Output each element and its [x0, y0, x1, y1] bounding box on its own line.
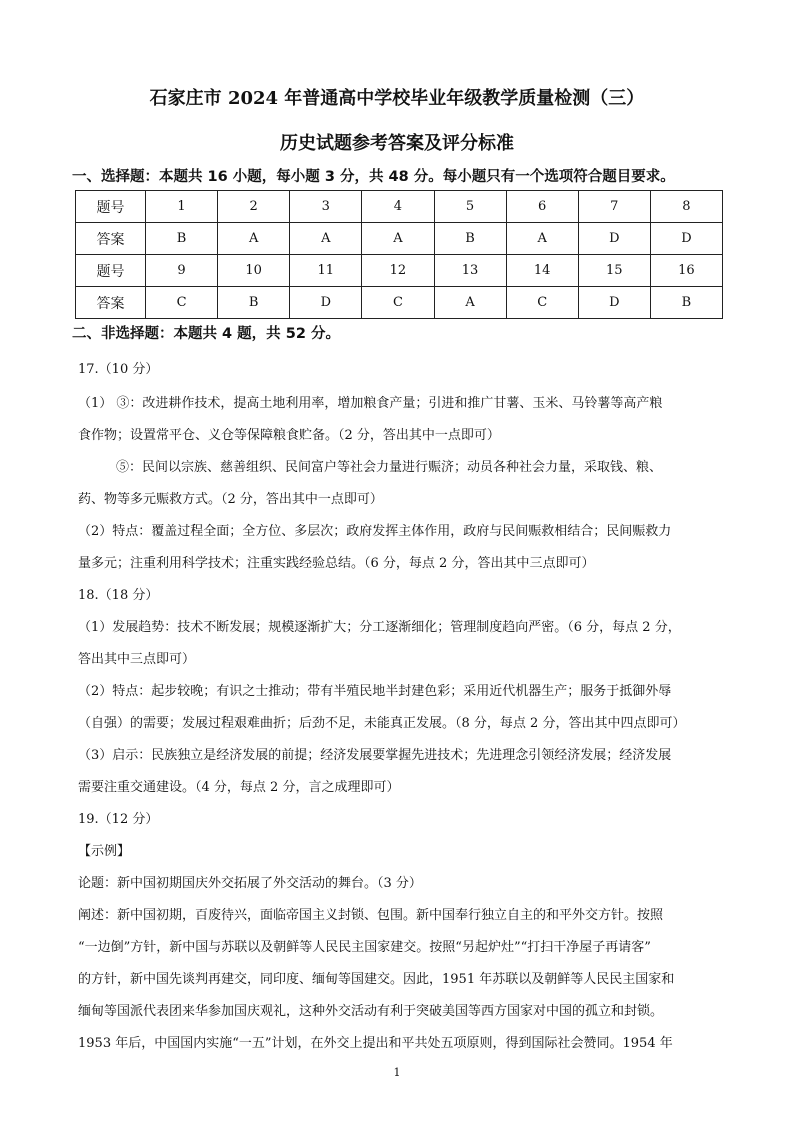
section-heading-choice: 一、选择题：本题共 16 小题，每小题 3 分，共 48 分。每小题只有一个选项符合题目要求。: [72, 169, 675, 185]
page-number: 1: [393, 1066, 401, 1079]
row-label: 答案: [76, 287, 146, 319]
answer-line: 1953 年后，中国国内实施“一五”计划，在外交上提出和平共处五项原则，得到国际社会赞同。1954 年: [78, 1036, 673, 1051]
row-label: 答案: [76, 223, 146, 255]
question-heading: 18.（18 分）: [78, 588, 159, 603]
page-subtitle: 历史试题参考答案及评分标准: [280, 133, 514, 154]
answer-table: [75, 190, 723, 319]
question-heading: 19.（12 分）: [78, 812, 159, 827]
answer-cell: B: [146, 223, 218, 255]
answer-cell: C: [362, 287, 434, 319]
answer-line: ⑤：民间以宗族、慈善组织、民间富户等社会力量进行赈济；动员各种社会力量，采取钱、粮、: [116, 460, 663, 475]
question-number: 7: [578, 191, 650, 223]
table-row-numbers: [76, 191, 723, 223]
answer-line: 需要注重交通建设。（4 分，每点 2 分，言之成理即可）: [78, 780, 400, 795]
answer-line: 答出其中三点即可）: [78, 652, 196, 667]
question-number: 13: [434, 255, 506, 287]
answer-line: 药、物等多元赈救方式。（2 分，答出其中一点即可）: [78, 492, 383, 507]
question-number: 15: [578, 255, 650, 287]
question-number: 3: [290, 191, 362, 223]
question-number: 1: [146, 191, 218, 223]
question-number: 10: [218, 255, 290, 287]
table-row-answers: [76, 287, 723, 319]
answer-cell: A: [506, 223, 578, 255]
table-row-numbers: [76, 255, 723, 287]
answer-line: （自强）的需要；发展过程艰难曲折；后劲不足，未能真正发展。（8 分，每点 2 分，答出其中四点即可）: [78, 716, 686, 731]
question-number: 4: [362, 191, 434, 223]
answer-cell: C: [506, 287, 578, 319]
answer-line: （1）发展趋势：技术不断发展；规模逐渐扩大；分工逐渐细化；管理制度趋向严密。（6 分，每点 2 分，: [78, 620, 681, 635]
section-heading-nonchoice: 二、非选择题：本题共 4 题，共 52 分。: [72, 326, 340, 342]
answer-cell: A: [218, 223, 290, 255]
answer-line: 量多元；注重利用科学技术；注重实践经验总结。（6 分，每点 2 分，答出其中三点即可）: [78, 556, 595, 571]
answer-cell: A: [290, 223, 362, 255]
example-label: 【示例】: [78, 844, 131, 859]
question-number: 12: [362, 255, 434, 287]
answer-cell: D: [578, 287, 650, 319]
question-number: 16: [650, 255, 722, 287]
question-number: 2: [218, 191, 290, 223]
page-title: 石家庄市 2024 年普通高中学校毕业年级教学质量检测（三）: [149, 88, 645, 109]
answer-line: “一边倒”方针，新中国与苏联以及朝鲜等人民民主国家建交。按照“另起炉灶”“打扫干净屋子再请客”: [78, 940, 651, 955]
answer-line: （2）特点：覆盖过程全面；全方位、多层次；政府发挥主体作用，政府与民间赈救相结合；民间赈救力: [78, 524, 672, 539]
answer-line: 缅甸等国派代表团来华参加国庆观礼，这种外交活动有利于突破美国等西方国家对中国的孤立和封锁。: [78, 1004, 664, 1019]
answer-cell: D: [578, 223, 650, 255]
answer-cell: B: [650, 287, 722, 319]
question-number: 5: [434, 191, 506, 223]
question-number: 6: [506, 191, 578, 223]
table-row-answers: [76, 223, 723, 255]
row-label: 题号: [76, 191, 146, 223]
answer-line: （1） ③：改进耕作技术，提高土地利用率，增加粮食产量；引进和推广甘薯、玉米、马铃薯等高产粮: [78, 396, 663, 411]
answer-line: （3）启示：民族独立是经济发展的前提；经济发展要掌握先进技术；先进理念引领经济发展；经济发展: [78, 748, 672, 763]
answer-cell: A: [434, 287, 506, 319]
answer-cell: B: [218, 287, 290, 319]
question-number: 14: [506, 255, 578, 287]
row-label: 题号: [76, 255, 146, 287]
answer-cell: D: [290, 287, 362, 319]
answer-cell: A: [362, 223, 434, 255]
question-number: 9: [146, 255, 218, 287]
question-number: 8: [650, 191, 722, 223]
answer-cell: C: [146, 287, 218, 319]
question-heading: 17.（10 分）: [78, 362, 159, 377]
answer-line: 的方针，新中国先谈判再建交，同印度、缅甸等国建交。因此，1951 年苏联以及朝鲜等人民民主国家和: [78, 972, 675, 987]
answer-line: （2）特点：起步较晚；有识之士推动；带有半殖民地半封建色彩；采用近代机器生产；服务于抵御外辱: [78, 684, 672, 699]
question-number: 11: [290, 255, 362, 287]
answer-cell: D: [650, 223, 722, 255]
answer-line: 论题：新中国初期国庆外交拓展了外交活动的舞台。（3 分）: [78, 876, 422, 891]
answer-line: 食作物；设置常平仓、义仓等保障粮食贮备。（2 分，答出其中一点即可）: [78, 428, 500, 443]
answer-line: 阐述：新中国初期，百废待兴，面临帝国主义封锁、包围。新中国奉行独立自主的和平外交方针。按照: [78, 908, 664, 923]
answer-cell: B: [434, 223, 506, 255]
